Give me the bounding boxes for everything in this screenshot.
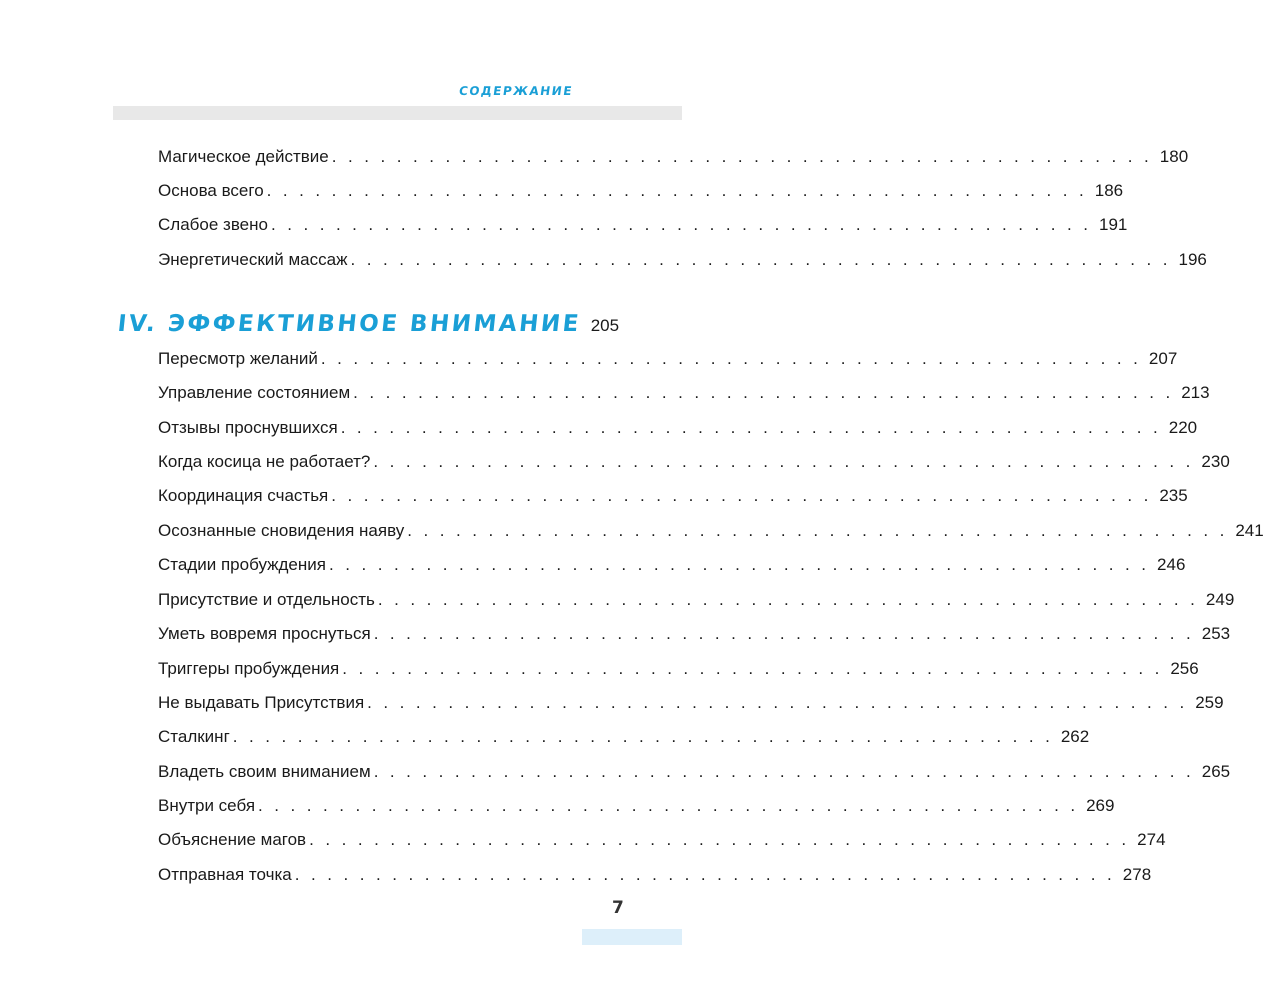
toc-entry-page: 262	[1060, 727, 1090, 746]
toc-entry[interactable]	[158, 177, 1124, 205]
toc-entry-title: Не выдавать Присутствия	[158, 693, 365, 712]
leader-dots: . . . . . . . . . . . . . . . . . . . . . . . . . . . . . . . . . . . . . . . . . . . . . . . . . . .	[353, 383, 1174, 402]
toc-entry-page: 191	[1099, 215, 1128, 234]
leader-dots: . . . . . . . . . . . . . . . . . . . . . . . . . . . . . . . . . . . . . . . . . . . . . . . . . . .	[232, 727, 1054, 746]
toc-entry[interactable]	[158, 211, 1128, 239]
part-title: IV. ЭФФЕКТИВНОЕ ВНИМАНИЕ	[116, 311, 583, 337]
toc-entry-title: Владеть своим вниманием	[158, 762, 371, 781]
leader-dots: . . . . . . . . . . . . . . . . . . . . . . . . . . . . . . . . . . . . . . . . . . . . . . . . . . .	[373, 624, 1195, 643]
toc-entry-title: Триггеры пробуждения	[158, 659, 340, 678]
toc-entry[interactable]	[158, 482, 1188, 510]
toc-entry[interactable]	[158, 414, 1198, 442]
part-page: 205	[590, 316, 620, 335]
page-number: 7	[612, 898, 624, 918]
toc-entry[interactable]	[158, 620, 1231, 648]
header-bar	[113, 106, 682, 120]
toc-entry-page: 246	[1157, 555, 1186, 574]
toc-entry-page: 253	[1201, 624, 1231, 643]
leader-dots: . . . . . . . . . . . . . . . . . . . . . . . . . . . . . . . . . . . . . . . . . . . . . . . . . . .	[266, 181, 1088, 200]
leader-dots: . . . . . . . . . . . . . . . . . . . . . . . . . . . . . . . . . . . . . . . . . . . . . . . . . . .	[342, 659, 1163, 678]
toc-entry-title: Осознанные сновидения наяву	[158, 521, 405, 540]
toc-entry-page: 230	[1201, 452, 1230, 471]
toc-entry[interactable]	[158, 143, 1189, 171]
toc-entry-page: 213	[1181, 383, 1210, 402]
toc-entry-page: 274	[1137, 830, 1166, 849]
leader-dots: . . . . . . . . . . . . . . . . . . . . . . . . . . . . . . . . . . . . . . . . . . . . . . . . . . .	[320, 349, 1142, 368]
toc-entry[interactable]	[158, 517, 1264, 545]
toc-entry[interactable]	[158, 758, 1231, 786]
toc-entry-page: 186	[1094, 181, 1124, 200]
toc-entry-title: Отправная точка	[158, 865, 292, 884]
toc-entry-page: 196	[1178, 250, 1207, 269]
toc-entry[interactable]	[158, 586, 1235, 614]
leader-dots: . . . . . . . . . . . . . . . . . . . . . . . . . . . . . . . . . . . . . . . . . . . . . . . . . . .	[294, 865, 1116, 884]
toc-entry-title: Уметь вовремя проснуться	[158, 624, 371, 643]
toc-entry-page: 249	[1205, 590, 1235, 609]
toc-entry-title: Стадии пробуждения	[158, 555, 326, 574]
leader-dots: . . . . . . . . . . . . . . . . . . . . . . . . . . . . . . . . . . . . . . . . . . . . . . . . . . .	[350, 250, 1171, 269]
toc-entry-page: 278	[1122, 865, 1152, 884]
toc-entry-page: 235	[1159, 486, 1188, 505]
leader-dots: . . . . . . . . . . . . . . . . . . . . . . . . . . . . . . . . . . . . . . . . . . . . . . . . . . .	[309, 830, 1130, 849]
leader-dots: . . . . . . . . . . . . . . . . . . . . . . . . . . . . . . . . . . . . . . . . . . . . . . . . . . .	[340, 418, 1162, 437]
toc-entry-page: 265	[1201, 762, 1231, 781]
leader-dots: . . . . . . . . . . . . . . . . . . . . . . . . . . . . . . . . . . . . . . . . . . . . . . . . . . .	[373, 762, 1195, 781]
toc-entry-title: Магическое действие	[158, 147, 329, 166]
toc-entry[interactable]	[158, 792, 1115, 820]
leader-dots: . . . . . . . . . . . . . . . . . . . . . . . . . . . . . . . . . . . . . . . . . . . . . . . . . . .	[331, 486, 1152, 505]
toc-entry-title: Внутри себя	[158, 796, 256, 815]
toc-entry-title: Сталкинг	[158, 727, 230, 746]
footer-bar	[582, 929, 682, 945]
leader-dots: . . . . . . . . . . . . . . . . . . . . . . . . . . . . . . . . . . . . . . . . . . . . . . . . . . .	[367, 693, 1188, 712]
toc-entry-page: 241	[1235, 521, 1264, 540]
leader-dots: . . . . . . . . . . . . . . . . . . . . . . . . . . . . . . . . . . . . . . . . . . . . . . . . . . .	[270, 215, 1092, 234]
toc-entry-title: Присутствие и отдельность	[158, 590, 375, 609]
toc-entry-title: Когда косица не работает?	[158, 452, 371, 471]
toc-entry-page: 180	[1159, 147, 1189, 166]
leader-dots: . . . . . . . . . . . . . . . . . . . . . . . . . . . . . . . . . . . . . . . . . . . . . . . . . . .	[373, 452, 1194, 471]
toc-entry-title: Координация счастья	[158, 486, 329, 505]
toc-entry-page: 259	[1195, 693, 1224, 712]
toc-entry-title: Основа всего	[158, 181, 264, 200]
toc-entry-title: Пересмотр желаний	[158, 349, 318, 368]
running-head: СОДЕРЖАНИЕ	[458, 84, 574, 98]
toc-entry[interactable]	[158, 861, 1152, 889]
toc-entry-page: 207	[1148, 349, 1178, 368]
toc-entry-title: Отзывы проснувшихся	[158, 418, 338, 437]
toc-entry-title: Энергетический массаж	[158, 250, 348, 269]
leader-dots: . . . . . . . . . . . . . . . . . . . . . . . . . . . . . . . . . . . . . . . . . . . . . . . . . . .	[328, 555, 1150, 574]
toc-entry[interactable]	[158, 345, 1178, 373]
toc-entry-page: 220	[1168, 418, 1198, 437]
leader-dots: . . . . . . . . . . . . . . . . . . . . . . . . . . . . . . . . . . . . . . . . . . . . . . . . . . .	[377, 590, 1199, 609]
toc-entry[interactable]	[158, 448, 1230, 476]
toc-entry[interactable]	[158, 246, 1207, 274]
leader-dots: . . . . . . . . . . . . . . . . . . . . . . . . . . . . . . . . . . . . . . . . . . . . . . . . . . .	[331, 147, 1153, 166]
toc-part-heading[interactable]	[116, 307, 620, 341]
toc-entry[interactable]	[158, 655, 1199, 683]
toc-entry[interactable]	[158, 826, 1166, 854]
toc-entry-page: 256	[1170, 659, 1199, 678]
toc-entry[interactable]	[158, 723, 1090, 751]
leader-dots: . . . . . . . . . . . . . . . . . . . . . . . . . . . . . . . . . . . . . . . . . . . . . . . . . . .	[258, 796, 1079, 815]
toc-entry-title: Объяснение магов	[158, 830, 307, 849]
toc-entry[interactable]	[158, 379, 1210, 407]
toc-entry-title: Слабое звено	[158, 215, 268, 234]
toc-entry-page: 269	[1086, 796, 1115, 815]
toc-entry[interactable]	[158, 551, 1186, 579]
toc-entry[interactable]	[158, 689, 1224, 717]
toc-entry-title: Управление состоянием	[158, 383, 351, 402]
leader-dots: . . . . . . . . . . . . . . . . . . . . . . . . . . . . . . . . . . . . . . . . . . . . . . . . . . .	[407, 521, 1228, 540]
